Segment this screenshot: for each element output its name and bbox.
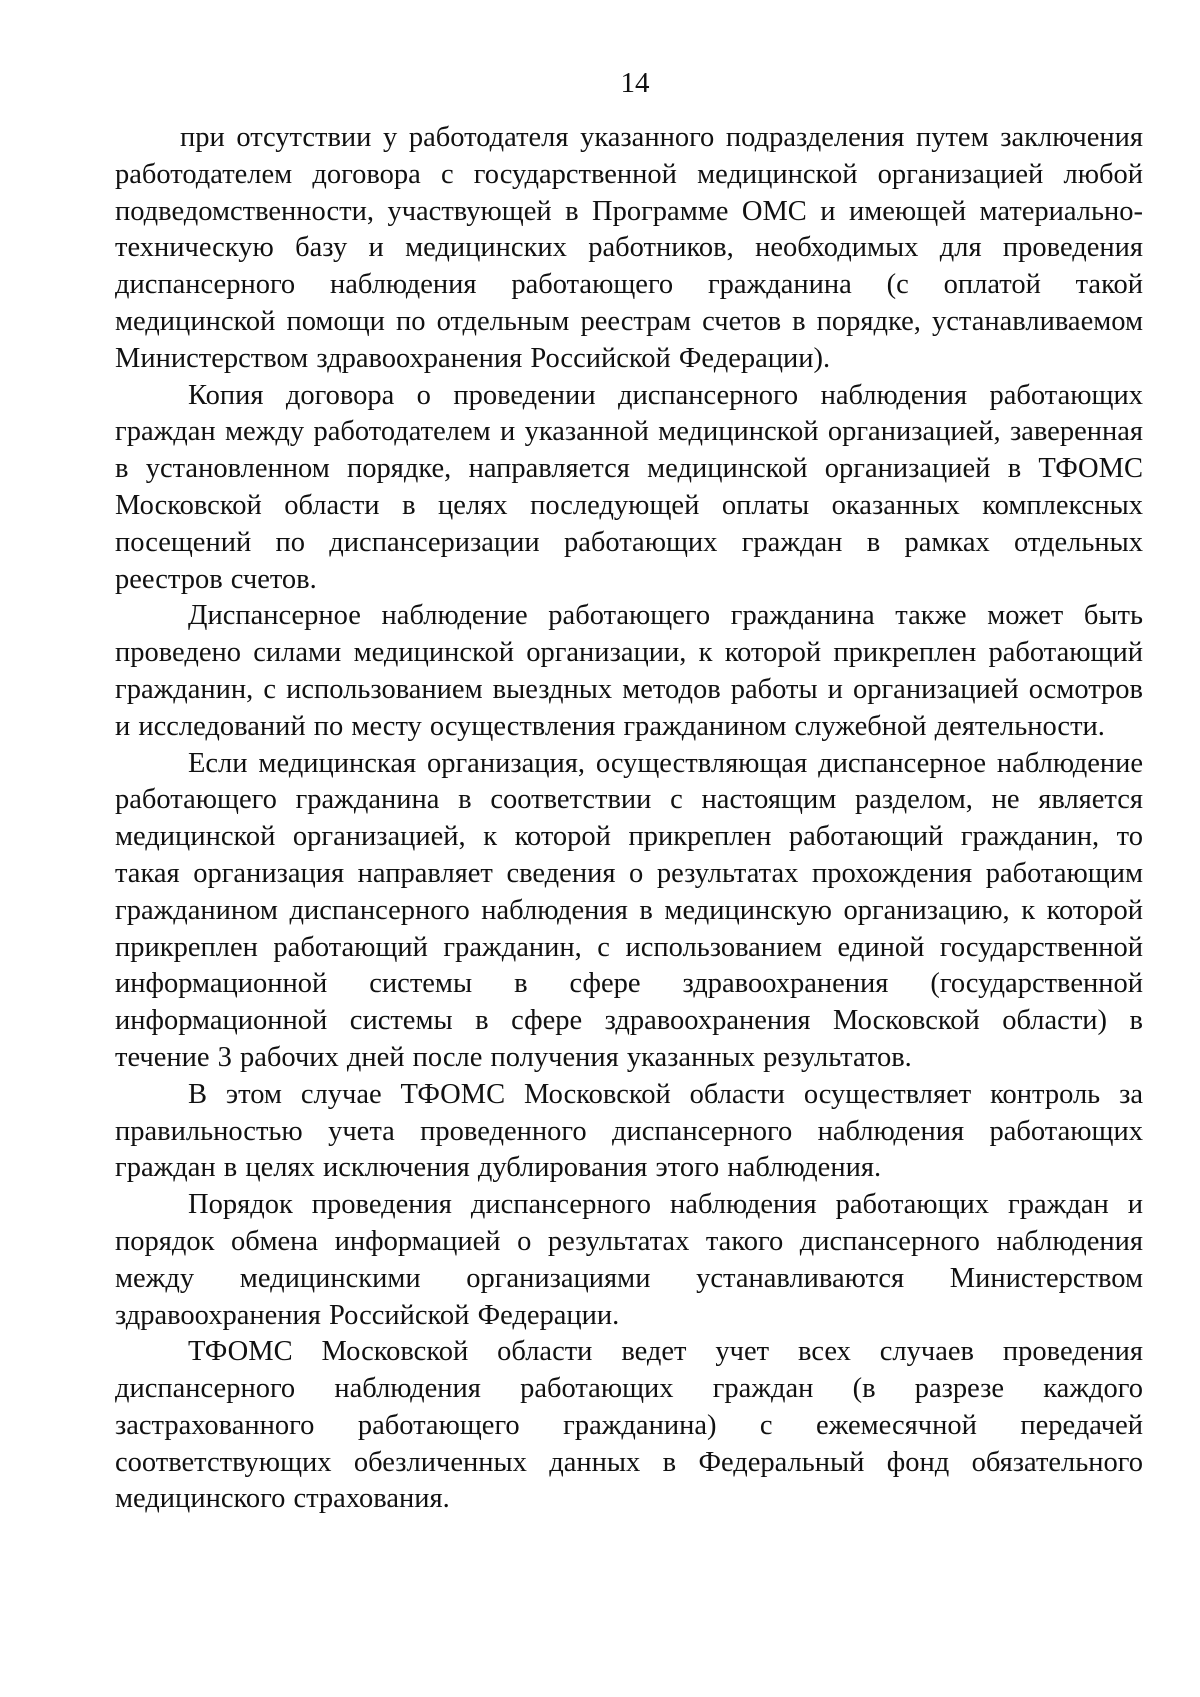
document-body xyxy=(115,120,1143,1518)
paragraph-attached-organization: Диспансерное наблюдение работающего гражданина также может быть проведено силами медицинской организации, к которой прикреплен работающий гражданин, с использованием выездных методов работы и организацией осмотров и исследований по месту осуществления гражданином служебной деятельности. xyxy=(115,600,1143,742)
paragraph-information-exchange: Если медицинская организация, осуществляющая диспансерное наблюдение работающего гражданина в соответствии с настоящим разделом, не является медицинской организацией, к которой прикреплен работающий гражданин, то такая организация направляет сведения о результатах прохождения работающим гражданином диспансерного наблюдения в медицинскую организацию, к которой прикреплен работающий гражданин, с использованием единой государственной информационной системы в сфере здравоохранения (государственной информационной системы в сфере здравоохранения Московской области) в течение 3 рабочих дней после получения указанных результатов. xyxy=(115,747,1143,1073)
page-number: 14 xyxy=(620,67,650,99)
paragraph-contract-copy: Копия договора о проведении диспансерного наблюдения работающих граждан между работодателем и указанной медицинской организацией, заверенная в установленном порядке, направляется медицинской организацией в ТФОМС Московской области в целях последующей оплаты оказанных комплексных посещений по диспансеризации работающих граждан в рамках отдельных реестров счетов. xyxy=(115,379,1143,595)
paragraph-tfoms-control: В этом случае ТФОМС Московской области осуществляет контроль за правильностью учета проведенного диспансерного наблюдения работающих граждан в целях исключения дублирования этого наблюдения. xyxy=(115,1078,1143,1184)
paragraph-procedure: Порядок проведения диспансерного наблюдения работающих граждан и порядок обмена информацией о результатах такого диспансерного наблюдения между медицинскими организациями устанавливаются Министерством здравоохранения Российской Федерации. xyxy=(115,1189,1143,1331)
paragraph-accounting: ТФОМС Московской области ведет учет всех случаев проведения диспансерного наблюдения работающих граждан (в разрезе каждого застрахованного работающего гражданина) с ежемесячной передачей соответствующих обезличенных данных в Федеральный фонд обязательного медицинского страхования. xyxy=(115,1336,1143,1515)
paragraph-continuation: при отсутствии у работодателя указанного подразделения путем заключения работодателем договора с государственной медицинской организацией любой подведомственности, участвующей в Программе ОМС и имеющей материально-техническую базу и медицинских работников, необходимых для проведения диспансерного наблюдения работающего гражданина (с оплатой такой медицинской помощи по отдельным реестрам счетов в порядке, устанавливаемом Министерством здравоохранения Российской Федерации). xyxy=(115,122,1143,374)
